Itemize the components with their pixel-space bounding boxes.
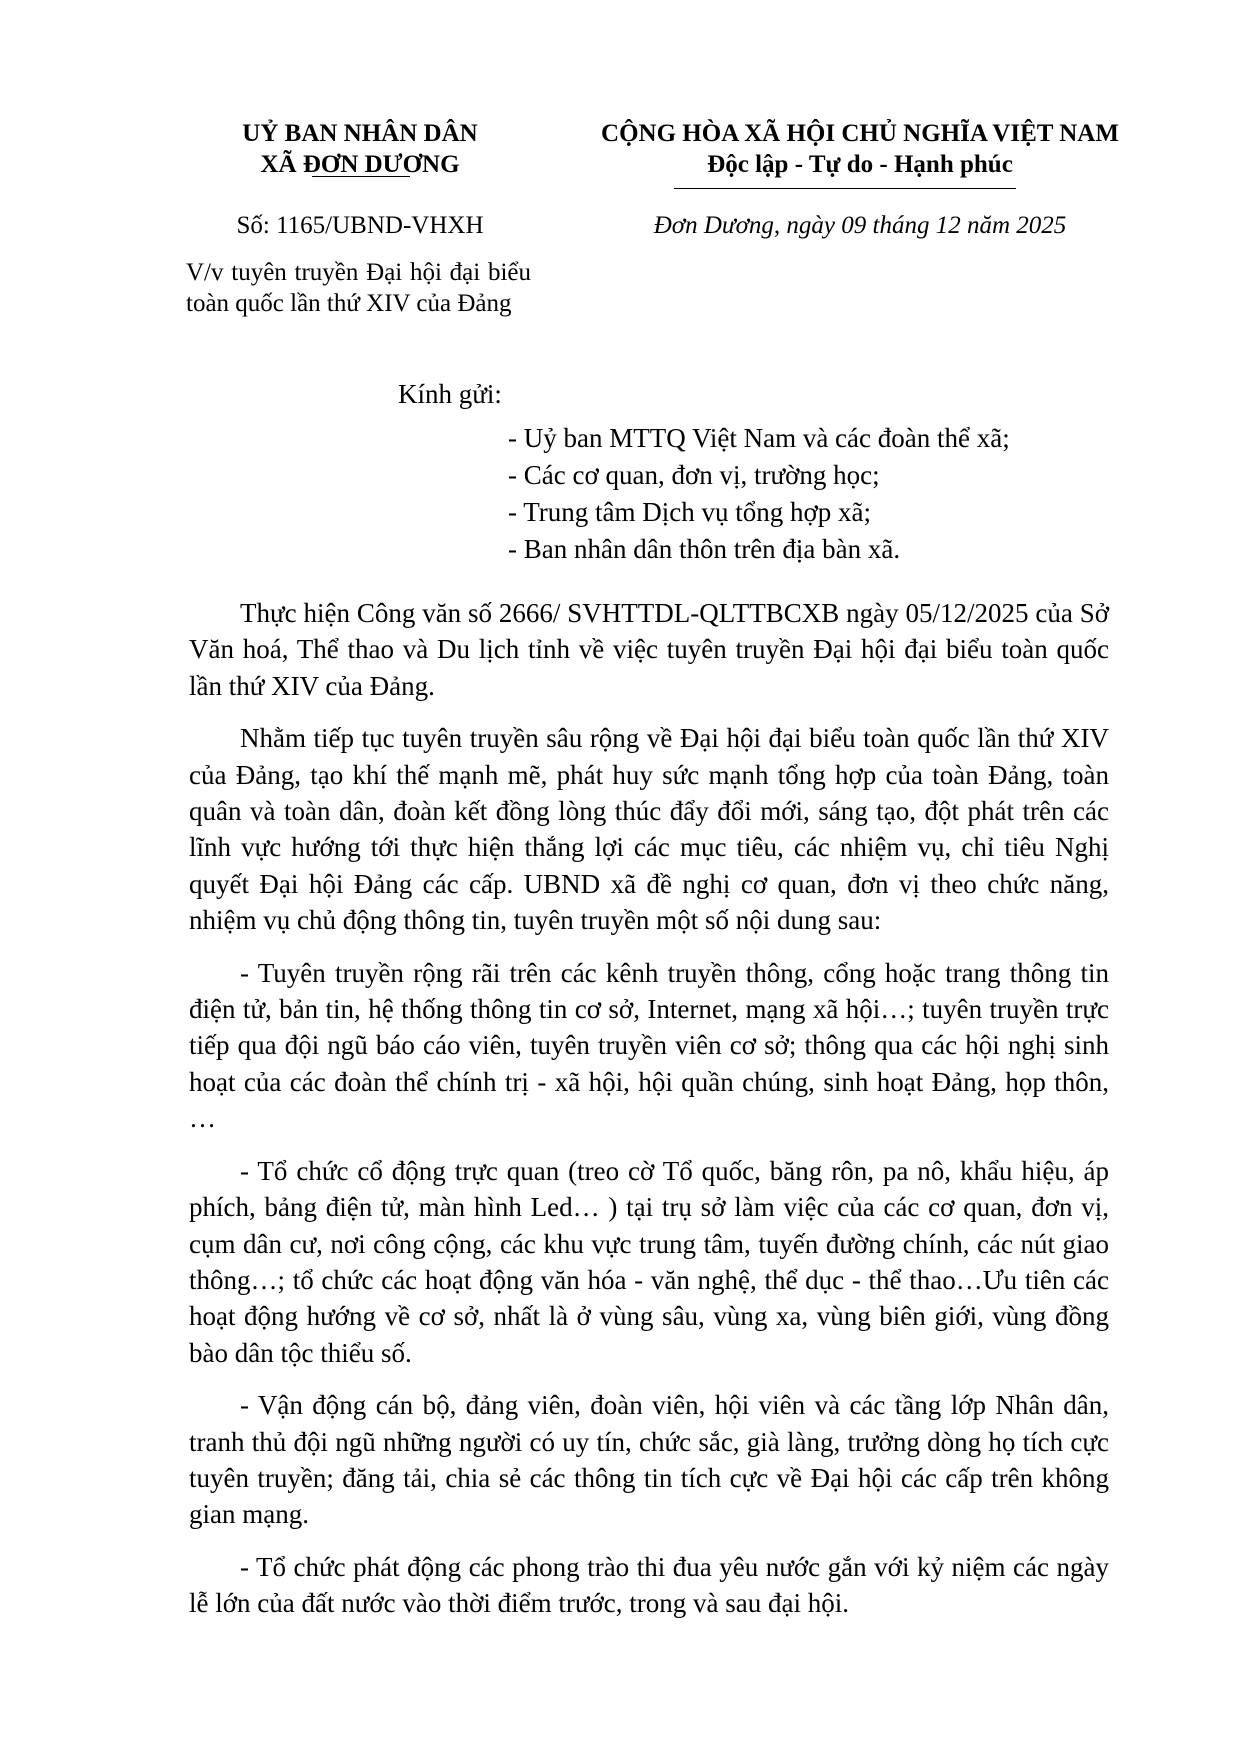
nation-title: CỘNG HÒA XÃ HỘI CHỦ NGHĨA VIỆT NAM — [601, 120, 1119, 147]
recipient-item: - Các cơ quan, đơn vị, trường học; — [508, 460, 880, 490]
body-paragraph: - Tổ chức phát động các phong trào thi đua yêu nước gắn với kỷ niệm các ngày lễ lớn của đất nước vào thời điểm trước, trong và sau đại hội. — [189, 1551, 1109, 1619]
body-paragraph: - Tuyên truyền rộng rãi trên các kênh truyền thông, cổng hoặc trang thông tin điện tử, bản tin, hệ thống thông tin cơ sở, Internet, mạng xã hội…; tuyên truyền trực tiếp qua đội ngũ báo cáo viên, tuyên truyền viên cơ sở; thông qua các hội nghị sinh hoạt của các đoàn thể chính trị - xã hội, hội quần chúng, sinh hoạt Đảng, họp thôn, … — [189, 957, 1109, 1134]
document-subject: V/v tuyên truyền Đại hội đại biểu toàn quốc lần thứ XIV của Đảng — [186, 259, 531, 317]
recipient-item: - Uỷ ban MTTQ Việt Nam và các đoàn thể xã; — [508, 423, 1010, 453]
motto-underline — [674, 188, 1016, 189]
nation-motto: Độc lập - Tự do - Hạnh phúc — [707, 151, 1013, 178]
recipient-item: - Trung tâm Dịch vụ tổng hợp xã; — [508, 497, 872, 527]
salutation: Kính gửi: — [398, 379, 502, 409]
body-paragraph: - Tổ chức cổ động trực quan (treo cờ Tổ quốc, băng rôn, pa nô, khẩu hiệu, áp phích, bảng điện tử, màn hình Led… ) tại trụ sở làm việc của các cơ quan, đơn vị, cụm dân cư, nơi công cộng, các khu vực trung tâm, tuyến đường chính, các nút giao thông…; tổ chức các hoạt động văn hóa - văn nghệ, thể dục - thể thao…Ưu tiên các hoạt động hướng về cơ sở, nhất là ở vùng sâu, vùng xa, vùng biên giới, vùng đồng bào dân tộc thiểu số. — [189, 1155, 1109, 1368]
recipient-list — [508, 420, 1108, 568]
place-date: Đơn Dương, ngày 09 tháng 12 năm 2025 — [653, 212, 1067, 239]
document-body — [189, 595, 1109, 1638]
issuer-block — [200, 118, 520, 180]
nation-block — [580, 118, 1140, 180]
issuer-underline — [312, 176, 410, 177]
issuer-line-1: UỶ BAN NHÂN DÂN — [242, 120, 478, 147]
document-number: Số: 1165/UBND-VHXH — [236, 212, 484, 239]
body-paragraph: Thực hiện Công văn số 2666/ SVHTTDL-QLTTBCXB ngày 05/12/2025 của Sở Văn hoá, Thể thao và Du lịch tỉnh về việc tuyên truyền Đại hội đại biểu toàn quốc lần thứ XIV của Đảng. — [189, 598, 1109, 701]
issuer-line-2: XÃ ĐƠN DƯƠNG — [260, 151, 460, 178]
body-paragraph: Nhằm tiếp tục tuyên truyền sâu rộng về Đại hội đại biểu toàn quốc lần thứ XIV của Đảng, tạo khí thế mạnh mẽ, phát huy sức mạnh tổng hợp của toàn Đảng, toàn quân và toàn dân, đoàn kết đồng lòng thúc đẩy đổi mới, sáng tạo, đột phát trên các lĩnh vực hướng tới thực hiện thắng lợi các mục tiêu, các nhiệm vụ, chỉ tiêu Nghị quyết Đại hội Đảng các cấp. UBND xã đề nghị cơ quan, đơn vị theo chức năng, nhiệm vụ chủ động thông tin, tuyên truyền một số nội dung sau: — [189, 723, 1109, 936]
recipient-item: - Ban nhân dân thôn trên địa bàn xã. — [508, 534, 901, 564]
body-paragraph: - Vận động cán bộ, đảng viên, đoàn viên, hội viên và các tầng lớp Nhân dân, tranh thủ đội ngũ những người có uy tín, chức sắc, già làng, trưởng dòng họ tích cực tuyên truyền; đăng tải, chia sẻ các thông tin tích cực về Đại hội các cấp trên không gian mạng. — [189, 1390, 1109, 1530]
